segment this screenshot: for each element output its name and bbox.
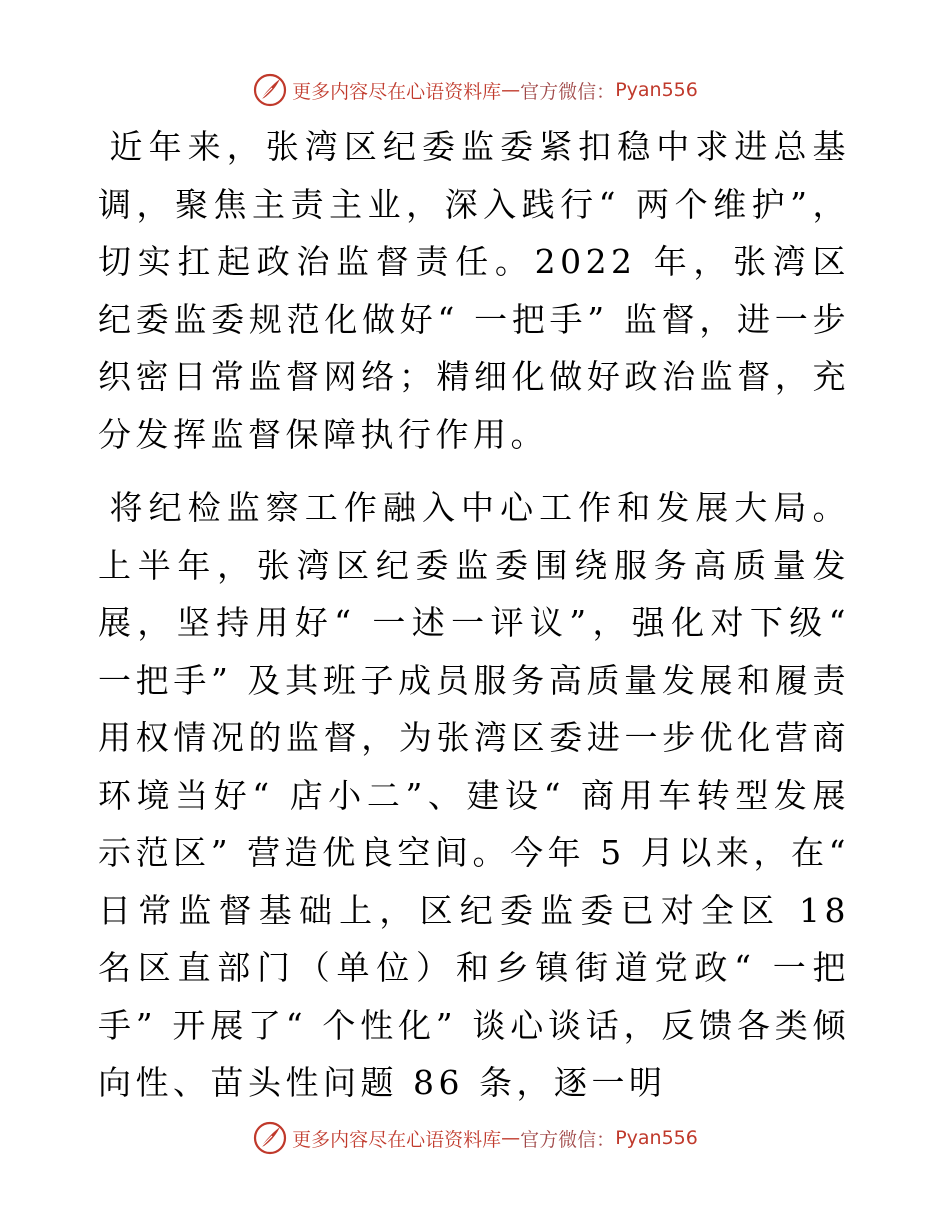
header-banner — [0, 70, 950, 110]
footer-wechat-label: 官方微信： — [520, 1128, 616, 1151]
paragraph-2: 将纪检监察工作融入中心工作和发展大局。上半年，张湾区纪委监委围绕服务高质量发展，坚持用好“ 一述一评议”，强化对下级“ 一把手” 及其班子成员服务高质量发展和履责用权情况的监督，为张湾区委进一步优化营商环境当好“ 店小二”、建设“ 商用车转型发展示范区” 营造优良空间。今年 5 月以来，在“ 日常监督基础上，区纪委监委已对全区 18 名区直部门（单位）和乡镇街道党政“ 一把手” 开展了“ 个性化” 谈心谈话，反馈各类倾向性、苗头性问题 86 条，逐一明 — [98, 488, 850, 1102]
header-wechat-id: Pyan556 — [615, 79, 698, 101]
footer-banner — [0, 1118, 950, 1158]
feather-pen-circle-icon — [252, 72, 288, 108]
document-body — [98, 118, 850, 1112]
header-separator: — — [501, 79, 521, 101]
footer-wechat-id: Pyan556 — [615, 1127, 698, 1149]
footer-separator: — — [501, 1127, 521, 1149]
header-wechat-label: 官方微信： — [520, 80, 616, 103]
feather-pen-circle-icon — [252, 1120, 288, 1156]
paragraph-1: 近年来，张湾区纪委监委紧扣稳中求进总基调，聚焦主责主业，深入践行“ 两个维护”，切实扛起政治监督责任。2022 年，张湾区纪委监委规范化做好“ 一把手” 监督，进一步织密日常监督网络；精细化做好政治监督，充分发挥监督保障执行作用。 — [98, 127, 850, 454]
header-brand-text: 更多内容尽在心语资料库 — [292, 80, 502, 103]
footer-brand-text: 更多内容尽在心语资料库 — [292, 1128, 502, 1151]
